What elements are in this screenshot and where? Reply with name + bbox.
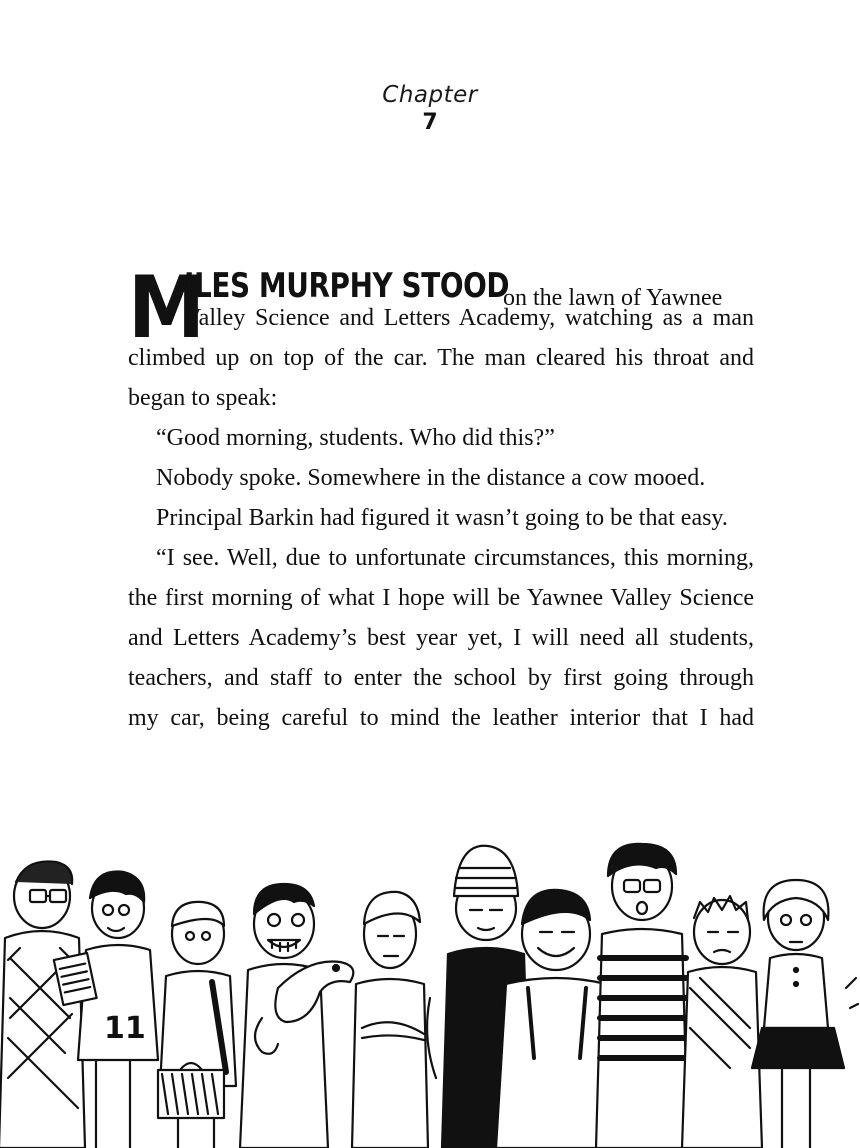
paragraph-line: Principal Barkin had figured it wasn’t going to be that easy. (156, 505, 728, 531)
chapter-label: Chapter (382, 82, 478, 108)
student-briefcase (158, 902, 236, 1148)
paragraph-line: my car, being careful to mind the leather interior that I had (128, 705, 754, 731)
lead-in-caps: ILES MURPHY STOOD (184, 266, 510, 306)
paragraph-line: teachers, and staff to enter the school by first going through (128, 665, 754, 691)
lead-in-text: on the lawn of Yawnee (503, 285, 723, 311)
paragraph-line: “I see. Well, due to unfortunate circumstances, this morning, (156, 545, 754, 571)
body-text (128, 258, 754, 738)
student-girl (752, 880, 858, 1148)
chapter-heading (0, 82, 860, 135)
drop-cap: M (128, 258, 206, 358)
student-spiky-hair (682, 896, 762, 1148)
student-arms-crossed (352, 892, 428, 1148)
jersey-number: 11 (104, 1011, 146, 1046)
paragraph-line: began to speak: (128, 385, 278, 411)
student-with-lizard (240, 884, 353, 1148)
paragraph-line: Nobody spoke. Somewhere in the distance a cow mooed. (156, 465, 706, 491)
chapter-number: 7 (422, 110, 438, 135)
paragraph-line: Valley Science and Letters Academy, watching as a man (184, 305, 754, 331)
paragraph-line: climbed up on top of the car. The man cleared his throat and (128, 345, 754, 371)
student-glasses-sweater (0, 861, 85, 1148)
paragraph-line: the first morning of what I hope will be Yawnee Valley Science (128, 585, 754, 611)
students-illustration (0, 838, 860, 1148)
paragraph-line: and Letters Academy’s best year yet, I will need all students, (128, 625, 754, 651)
student-striped-shirt (596, 844, 688, 1148)
paragraph-line: “Good morning, students. Who did this?” (156, 425, 555, 451)
